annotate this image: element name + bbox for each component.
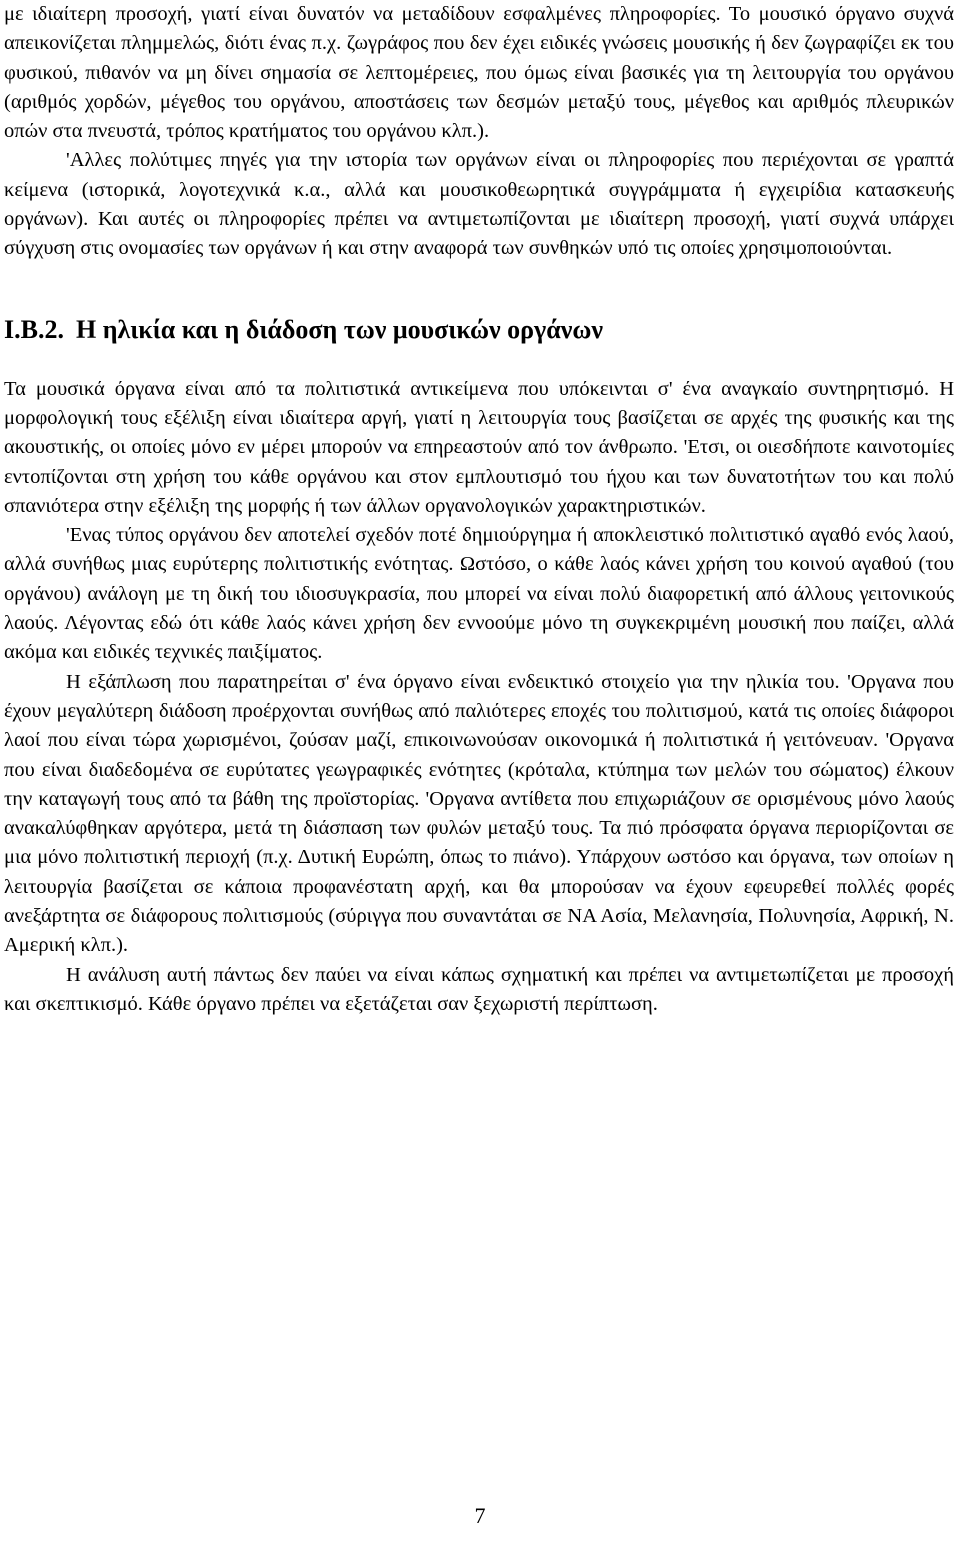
intro-paragraph-2: 'Αλλες πολύτιμες πηγές για την ιστορία των οργάνων είναι οι πληροφορίες που περιέχονται σε γραπτά κείμενα (ιστορικά, λογοτεχνικά κ.α., αλλά και μουσικοθεωρητικά συγγράμματα ή εγχειρίδια κατασκευής οργάνων). Και αυτές οι πληροφορίες πρέπει να αντιμετωπίζονται με ιδιαίτερη προσοχή, γιατί συχνά υπάρχει σύγχυση στις ονομασίες των οργάνων ή και στην αναφορά των συνθηκών υπό τις οποίες χρησιμοποιούνται. (4, 149, 954, 260)
section-heading (4, 314, 954, 346)
page-content (4, 0, 954, 1019)
body-paragraph-4: Η ανάλυση αυτή πάντως δεν παύει να είναι κάπως σχηματική και πρέπει να αντιμετωπίζεται με προσοχή και σκεπτικισμό. Κάθε όργανο πρέπει να εξετάζεται σαν ξεχωριστή περίπτωση. (4, 963, 954, 1015)
section-number: I.B.2. (4, 314, 64, 344)
intro-paragraph-1: με ιδιαίτερη προσοχή, γιατί είναι δυνατόν να μεταδίδουν εσφαλμένες πληροφορίες. Το μουσικό όργανο συχνά απεικονίζεται πλημμελώς, διότι ένας π.χ. ζωγράφος που δεν έχει ειδικές γνώσεις μουσικής ή δεν ζωγραφίζει εκ του φυσικού, πιθανόν να μη δίνει σημασία σε λεπτομέρειες, που όμως είναι βασικές για τη λειτουργία του οργάνου (αριθμός χορδών, μέγεθος του οργάνου, αποστάσεις των δεσμών μεταξύ τους, μέγεθος και αριθμός πλευρικών οπών στα πνευστά, τρόπος κρατήματος του οργάνου κλπ.). (4, 3, 954, 143)
section-title: Η ηλικία και η διάδοση των μουσικών οργάνων (75, 314, 603, 344)
body-paragraph-1: Τα μουσικά όργανα είναι από τα πολιτιστικά αντικείμενα που υπόκεινται σ' ένα αναγκαίο συντηρητισμό. Η μορφολογική τους εξέλιξη είναι ιδιαίτερα αργή, γιατί η λειτουργία τους βασίζεται σε αρχές της φυσικής και της ακουστικής, οι οποίες μόνο εν μέρει μπορούν να επηρεαστούν από τον άνθρωπο. 'Ετσι, οι οιεσδήποτε καινοτομίες εντοπίζονται στη χρήση του κάθε οργάνου και στον εμπλουτισμό του ήχου και των δυνατοτήτων του και πολύ σπανιότερα στην εξέλιξη της μορφής ή των άλλων οργανολογικών χαρακτηριστικών. (4, 377, 954, 517)
body-paragraph-3: Η εξάπλωση που παρατηρείται σ' ένα όργανο είναι ενδεικτικό στοιχείο για την ηλικία του. 'Οργανα που έχουν μεγαλύτερη διάδοση προέρχονται συνήθως από παλιότερες εποχές του πολιτισμού, κατά τις οποίες διάφοροι λαοί που είναι τώρα χωρισμένοι, ζούσαν μαζί, επικοινωνούσαν οικονομικά ή πολιτιστικά ή γειτόνευαν. 'Οργανα που είναι διαδεδομένα σε ευρύτατες γεωγραφικές ενότητες (κρόταλα, κτύπημα των μελών του σώματος) έλκουν την καταγωγή τους από τα βάθη της προϊστορίας. 'Οργανα αντίθετα που επιχωριάζουν σε ορισμένους μόνο λαούς ανακαλύφθηκαν αργότερα, μετά τη διάσπαση των φυλών μεταξύ τους. Τα πιό πρόσφατα όργανα περιορίζονται σε μια μόνο πολιτιστική περιοχή (π.χ. Δυτική Ευρώπη, όπως το πιάνο). Υπάρχουν ωστόσο και όργανα, των οποίων η λειτουργία βασίζεται σε κάποια προφανέστατη αρχή, και θα μπορούσαν να έχουν εφευρεθεί πολλές φορές ανεξάρτητα σε διάφορους πολιτισμούς (σύριγγα που συναντάται σε ΝΑ Ασία, Μελανησία, Πολυνησία, Αφρική, Ν. Αμερική κλπ.). (4, 670, 954, 957)
body-paragraph-2: 'Ενας τύπος οργάνου δεν αποτελεί σχεδόν ποτέ δημιούργημα ή αποκλειστικό πολιτιστικό αγαθό ενός λαού, αλλά συνήθως μιας ευρύτερης πολιτιστικής ενότητας. Ωστόσο, ο κάθε λαός κάνει χρήση του κοινού αγαθού (του οργάνου) ανάλογη με τη δική του ιδιοσυγκρασία, που μπορεί να είναι πολύ διαφορετική από άλλους γειτονικούς λαούς. Λέγοντας εδώ ότι κάθε λαός κάνει χρήση δεν εννοούμε μόνο τη συγκεκριμένη μουσική που παίζει, αλλά ακόμα και ειδικές τεχνικές παιξίματος. (4, 524, 954, 664)
page-number: 7 (474, 1503, 486, 1528)
section-body (4, 375, 954, 1020)
